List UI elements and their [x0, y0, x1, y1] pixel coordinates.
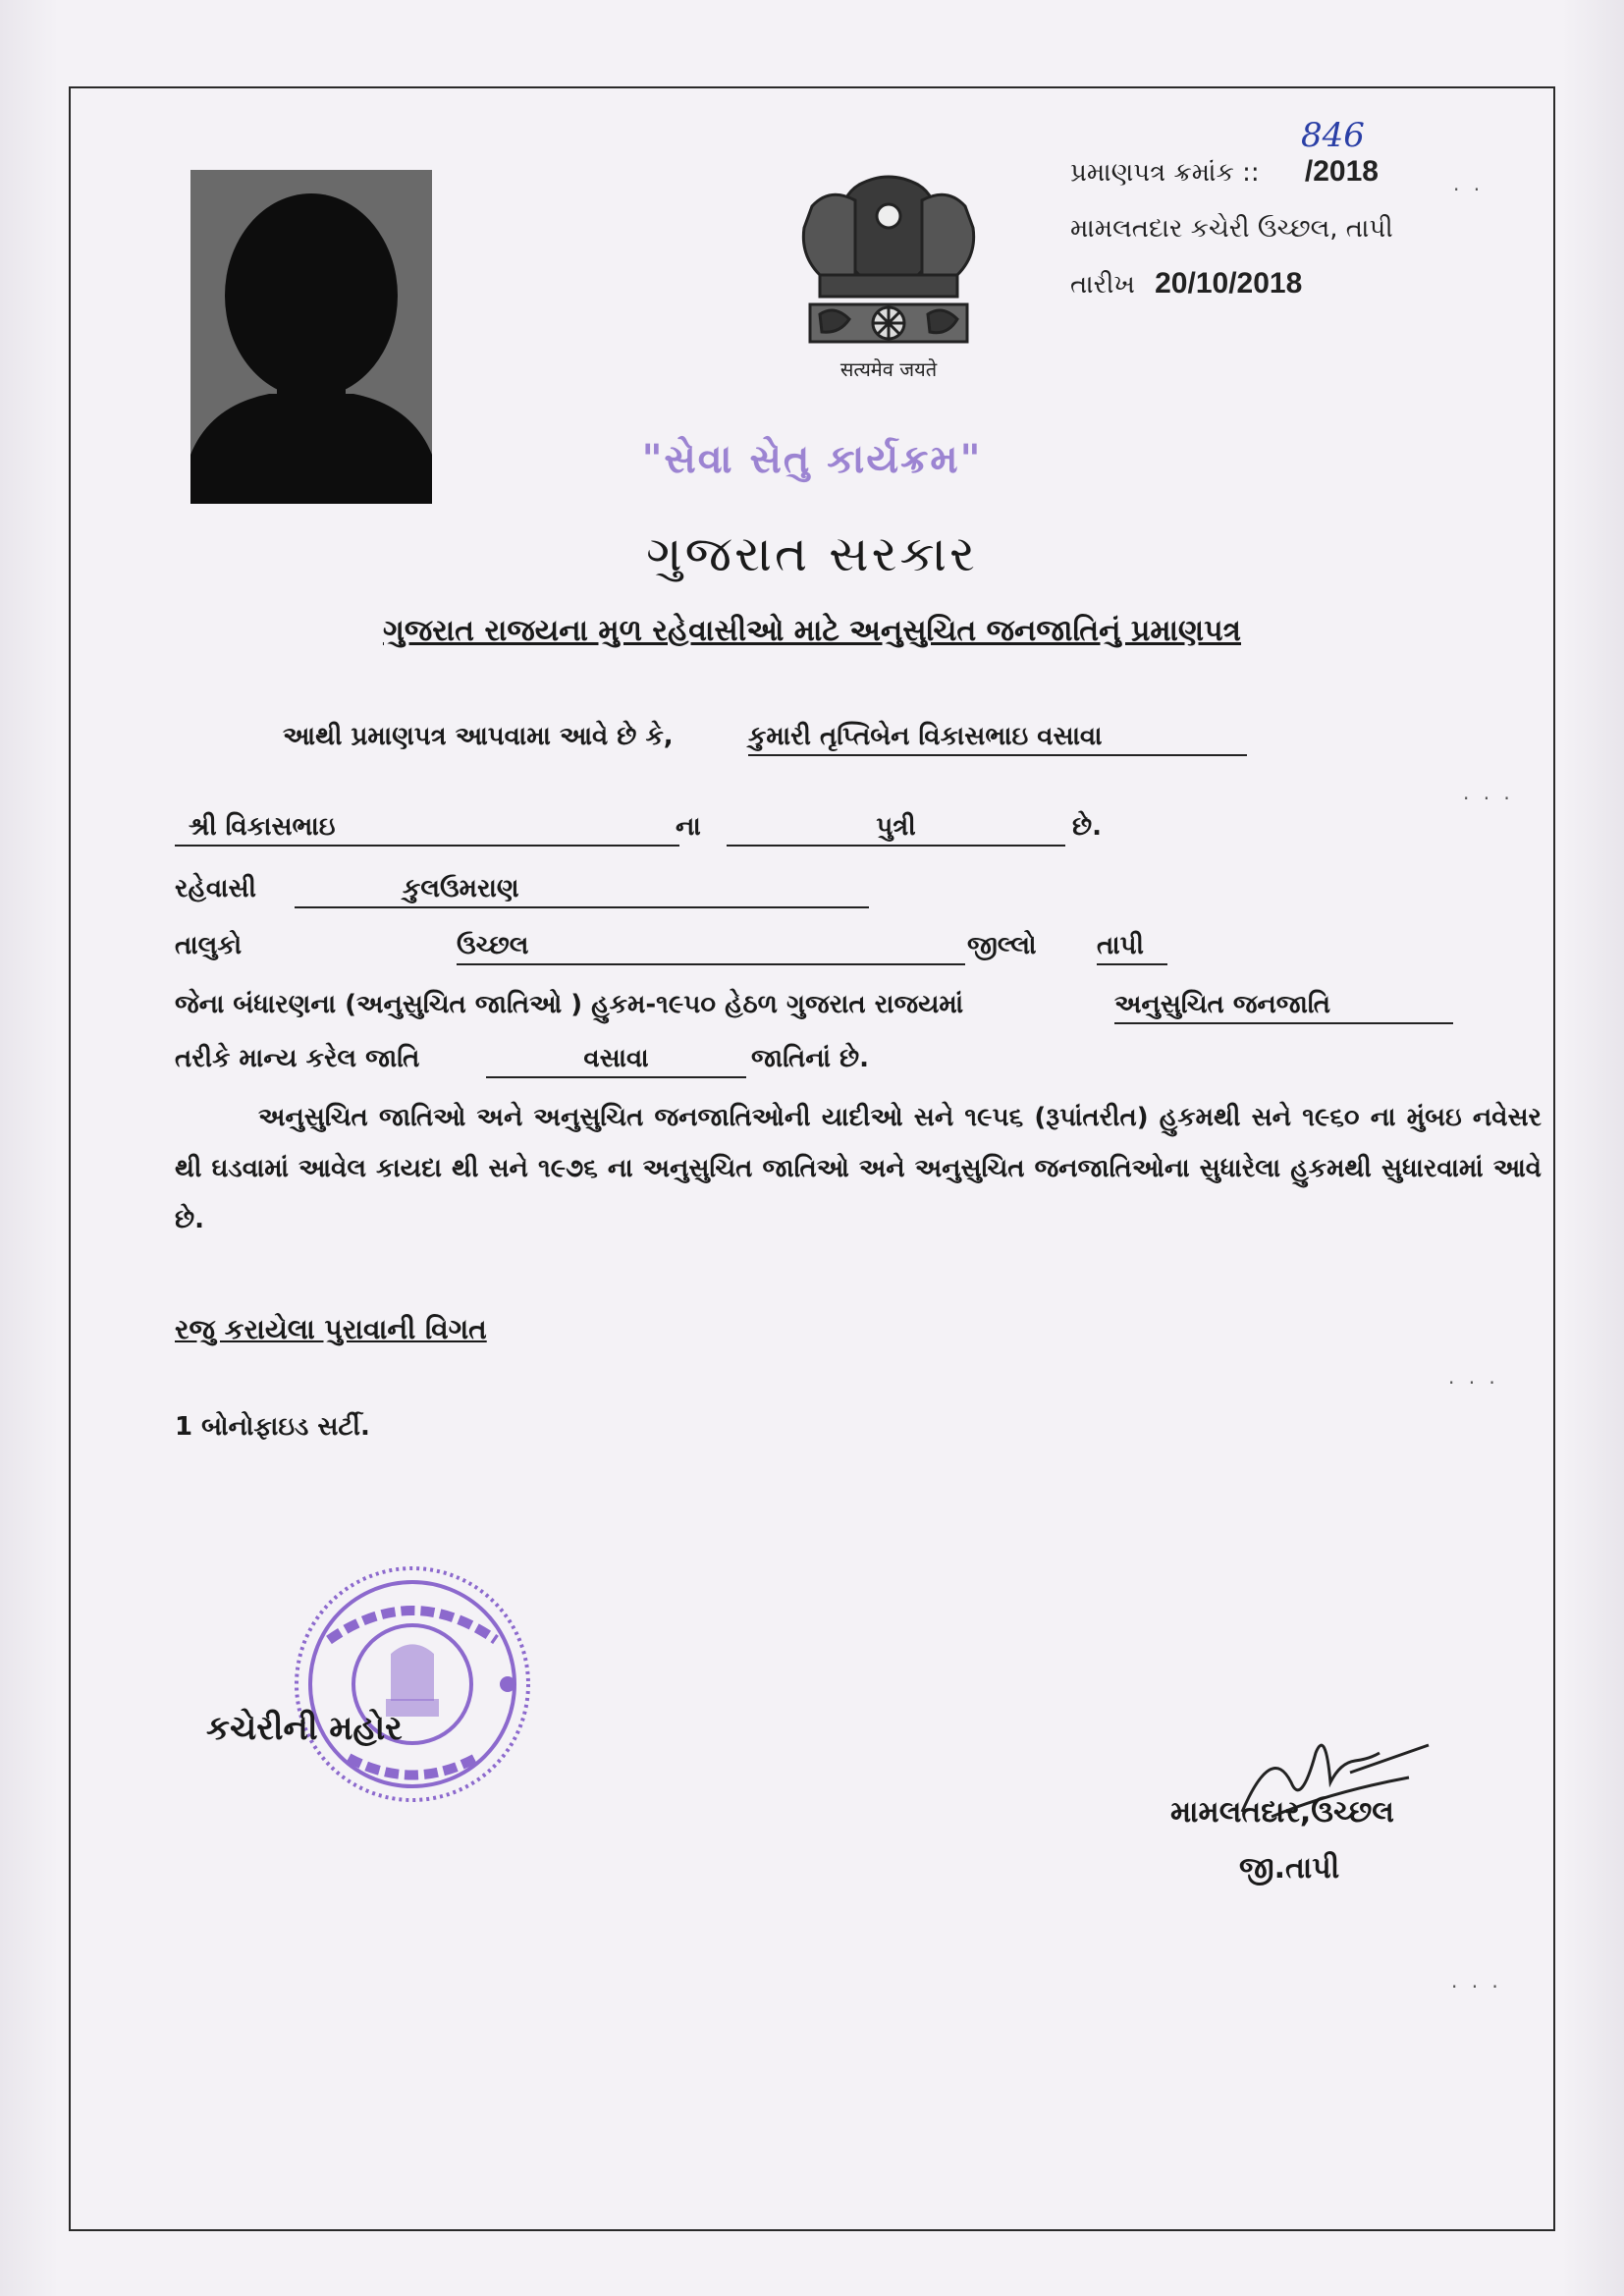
che-label: છે.	[1072, 812, 1102, 842]
date-row	[1070, 267, 1302, 301]
na-label: ના	[676, 812, 701, 842]
category-value: અનુસુચિત જનજાતિ	[1114, 990, 1453, 1024]
resident-value: કુલઉમરાણ	[295, 874, 869, 908]
office-seal-stamp-icon	[290, 1561, 535, 1807]
evidence-item: 1 બોનોફાઇડ સર્ટી.	[175, 1412, 370, 1442]
signatory-title: મામલતદાર,ઉચ્છલ	[1170, 1795, 1394, 1830]
district-label: જીલ્લો	[967, 931, 1037, 960]
speck-dots: . . .	[1463, 781, 1514, 804]
signatory-district: જી.તાપી	[1239, 1851, 1340, 1886]
government-title: ગુજરાત સરકાર	[646, 525, 978, 582]
intro-text: આથી પ્રમાણપત્ર આપવામા આવે છે કે,	[283, 722, 674, 751]
office-name: મામલતદાર કચેરી ઉચ્છલ, તાપી	[1070, 214, 1393, 244]
holder-name: કુમારી તૃપ્તિબેન વિકાસભાઇ વસાવા	[748, 722, 1247, 756]
certificate-title: ગુજરાત રાજયના મુળ રહેવાસીઓ માટે અનુસુચિત જનજાતિનું પ્રમાણપત્ર	[382, 614, 1242, 648]
cert-number-label: પ્રમાણપત્ર ક્રમાંક ::	[1070, 158, 1260, 188]
emblem-motto: सत्यमेव जयते	[839, 357, 938, 381]
office-seal-label: કચેરીની મહોર	[206, 1709, 403, 1748]
legal-paragraph: અનુસુચિત જાતિઓ અને અનુસુચિત જનજાતિઓની યાદીઓ સને ૧૯૫૬ (રૂપાંતરીત) હુકમથી સને ૧૯૬૦ ના મુંબઇ નવેસર થી ઘડવામાં આવેલ કાયદા થી સને ૧૯૭૬ ના અનુસુચિત જાતિઓ અને અનુસુચિત જનજાતિઓના સુધારેલા હુકમથી સુધારવામાં આવે છે.	[175, 1103, 1542, 1234]
speck-dots: . . .	[1448, 1365, 1499, 1389]
taluka-label: તાલુકો	[175, 931, 243, 960]
speck-dots: . .	[1453, 172, 1485, 195]
cert-number-year: /2018	[1304, 155, 1379, 188]
cert-number-row	[1070, 155, 1379, 189]
handwritten-cert-number: 846	[1301, 116, 1365, 155]
resident-label: રહેવાસી	[175, 874, 256, 903]
order-text: જેના બંધારણના (અનુસુચિત જાતિઓ ) હુકમ-૧૯૫૦ હેઠળ ગુજરાત રાજયમાં	[175, 990, 964, 1019]
caste-value: વસાવા	[486, 1044, 746, 1078]
caste-prefix: તરીકે માન્ય કરેલ જાતિ	[175, 1044, 420, 1073]
date-value: 20/10/2018	[1155, 267, 1303, 300]
program-stamp: "સેવા સેતુ કાર્યક્રમ"	[641, 437, 983, 482]
evidence-title: રજુ કરાયેલા પુરાવાની વિગત	[175, 1313, 487, 1345]
district-value: તાપી	[1097, 931, 1167, 965]
speck-dots: . . .	[1451, 1969, 1502, 1993]
parent-name: શ્રી વિકાસભાઇ	[175, 812, 679, 847]
caste-suffix: જાતિનાં છે.	[751, 1044, 870, 1073]
date-label: તારીખ	[1070, 270, 1135, 300]
taluka-value: ઉચ્છલ	[457, 931, 965, 965]
relation-value: પુત્રી	[727, 812, 1065, 847]
